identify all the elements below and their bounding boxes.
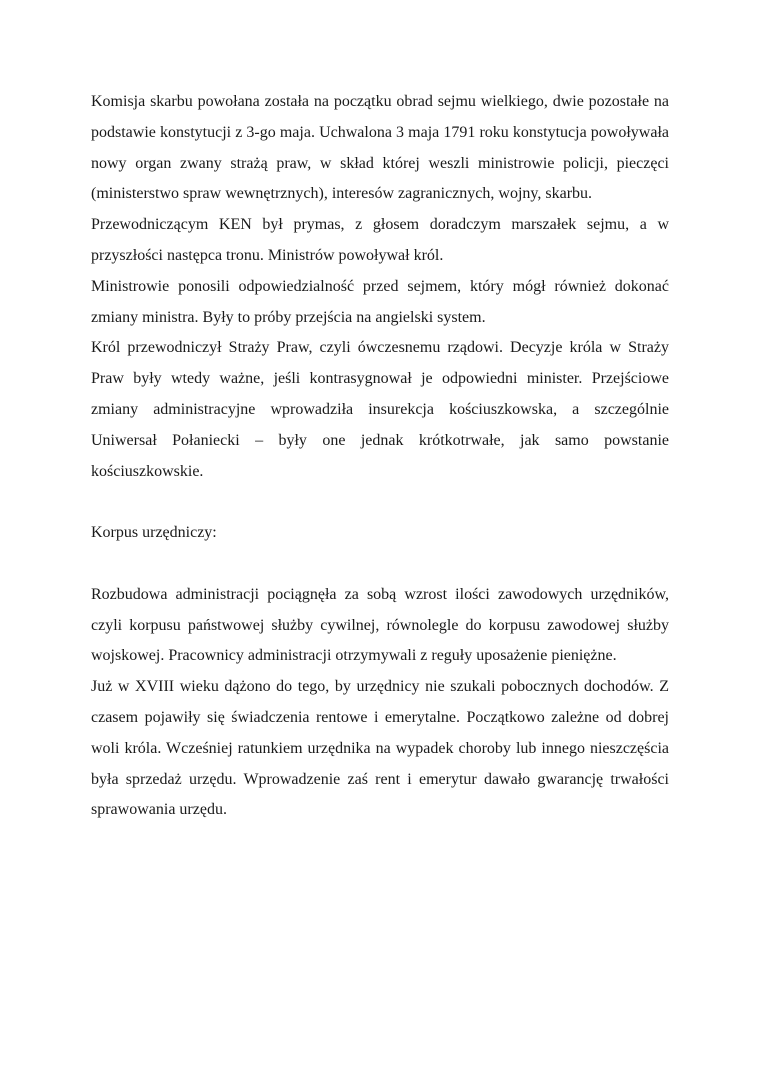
- paragraph-przewodniczacy-ken: Przewodniczącym KEN był prymas, z głosem doradczym marszałek sejmu, a w przyszłości następca tronu. Ministrów powoływał król.: [91, 216, 669, 264]
- paragraph-krol-straz-praw: Król przewodniczył Straży Praw, czyli ówczesnemu rządowi. Decyzje króla w Straży Praw były wtedy ważne, jeśli kontrasygnował je odpowiedni minister. Przejściowe zmiany administracyjne wprowadziła insurekcja kościuszkowska, a szczególnie Uniwersał Połaniecki – były one jednak krótkotrwałe, jak samo powstanie kościuszkowskie.: [91, 339, 669, 480]
- document-page: [91, 87, 669, 826]
- paragraph-rozbudowa-administracji: Rozbudowa administracji pociągnęła za sobą wzrost ilości zawodowych urzędników, czyli korpusu państwowej służby cywilnej, równolegle do korpusu zawodowej służby wojskowej. Pracownicy administracji otrzymywali z reguły uposażenie pieniężne.: [91, 585, 669, 665]
- section-heading: Korpus urzędniczy:: [91, 524, 217, 542]
- paragraph-xviii-wiek: Już w XVIII wieku dążono do tego, by urzędnicy nie szukali pobocznych dochodów. Z czasem pojawiły się świadczenia rentowe i emerytalne. Początkowo zależne od dobrej woli króla. Wcześniej ratunkiem urzędnika na wypadek choroby lub innego nieszczęścia była sprzedaż urzędu. Wprowadzenie zaś rent i emerytur dawało gwarancję trwałości sprawowania urzędu.: [91, 678, 669, 819]
- paragraph-ministrowie: Ministrowie ponosili odpowiedzialność przed sejmem, który mógł również dokonać zmiany ministra. Były to próby przejścia na angielski system.: [91, 277, 669, 326]
- paragraph-komisja-skarbu: Komisja skarbu powołana została na początku obrad sejmu wielkiego, dwie pozostałe na podstawie konstytucji z 3-go maja. Uchwalona 3 maja 1791 roku konstytucja powoływała nowy organ zwany strażą praw, w skład której weszli ministrowie policji, pieczęci (ministerstwo spraw wewnętrznych), interesów zagranicznych, wojny, skarbu.: [91, 93, 669, 203]
- blank-line: [91, 487, 669, 518]
- blank-line: [91, 549, 669, 580]
